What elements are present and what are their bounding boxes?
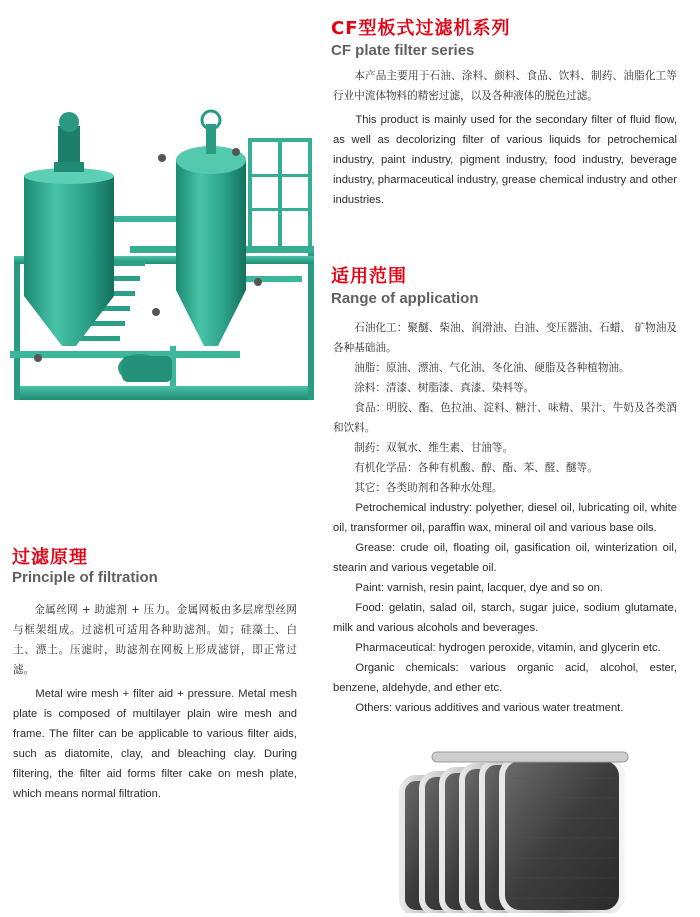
product-desc-cn: 本产品主要用于石油、涂料、颜料、食品、饮料、制药、油脂化工等行业中流体物料的精密过滤，以及各种液体的脱色过滤。 — [333, 70, 677, 102]
filter-plates-image — [392, 748, 632, 913]
application-item-cn: 有机化学品：各种有机酸、醇、酯、苯、醛、醚等。 — [354, 462, 598, 474]
plate-filter-machine-image — [10, 96, 318, 414]
application-list — [333, 318, 677, 718]
product-desc-en: This product is mainly used for the secondary filter of fluid flow, as well as decolorizing filter of various liquids for petrochemical industry, paint industry, pigment industry, food industry, beverage industry, pharmaceutical industry, grease chemical industry and other industries. — [333, 114, 677, 206]
application-item-cn: 制药：双氧水、维生素、甘油等。 — [354, 442, 514, 454]
application-title-cn: 适用范围 — [331, 266, 407, 287]
application-item-cn: 其它：各类助剂和各种水处理。 — [354, 482, 503, 494]
application-item-cn: 食品：明胶、酯、色拉油、淀料、糖汁、味精、果汁、牛奶及各类酒和饮料。 — [333, 402, 677, 434]
product-title-cn: CF型板式过滤机系列 — [331, 18, 511, 39]
application-item-cn: 涂料：清漆、树脂漆、真漆、染料等。 — [354, 382, 535, 394]
product-description — [333, 66, 677, 210]
product-title-en: CF plate filter series — [331, 42, 475, 59]
application-item-en: Others: various additives and various water treatment. — [355, 702, 624, 714]
application-item-en: Pharmaceutical: hydrogen peroxide, vitamin, and glycerin etc. — [355, 642, 661, 654]
application-item-en: Paint: varnish, resin paint, lacquer, dye and so on. — [355, 582, 603, 594]
application-item-cn: 油脂：原油、漂油、气化油、冬化油、硬脂及各种植物油。 — [354, 362, 630, 374]
principle-desc-en: Metal wire mesh + filter aid + pressure. Metal mesh plate is composed of multilayer plain wire mesh and frame. The filter can be applicable to various filter aids, such as diatomite, clay, and bleaching clay. During filtering, the filter aid forms filter cake on mesh plate, which means normal filtration. — [13, 688, 297, 800]
application-item-en: Food: gelatin, salad oil, starch, sugar juice, sodium glutamate, milk and various alcohols and beverages. — [333, 602, 677, 634]
application-item-en: Grease: crude oil, floating oil, gasification oil, winterization oil, stearin and various vegetable oil. — [333, 542, 677, 574]
application-item-en: Petrochemical industry: polyether, diesel oil, lubricating oil, white oil, transformer oil, paraffin wax, mineral oil and various base oils. — [333, 502, 677, 534]
application-title-en: Range of application — [331, 290, 479, 307]
application-item-en: Organic chemicals: various organic acid, alcohol, ester, benzene, aldehyde, and ether etc. — [333, 662, 677, 694]
principle-title-en: Principle of filtration — [12, 569, 158, 586]
principle-title-cn: 过滤原理 — [12, 547, 88, 568]
principle-desc-cn: 金属丝网 + 助滤剂 + 压力。金属网板由多层席型丝网与框架组成。过滤机可适用各种助滤剂。如；硅藻土、白土、漂土。压滤时，助滤剂在网板上形成滤饼，即正常过滤。 — [13, 604, 297, 676]
principle-description — [13, 600, 297, 804]
application-item-cn: 石油化工：聚醚、柴油、润滑油、白油、变压器油、石蜡、 矿物油及各种基础油。 — [333, 322, 677, 354]
